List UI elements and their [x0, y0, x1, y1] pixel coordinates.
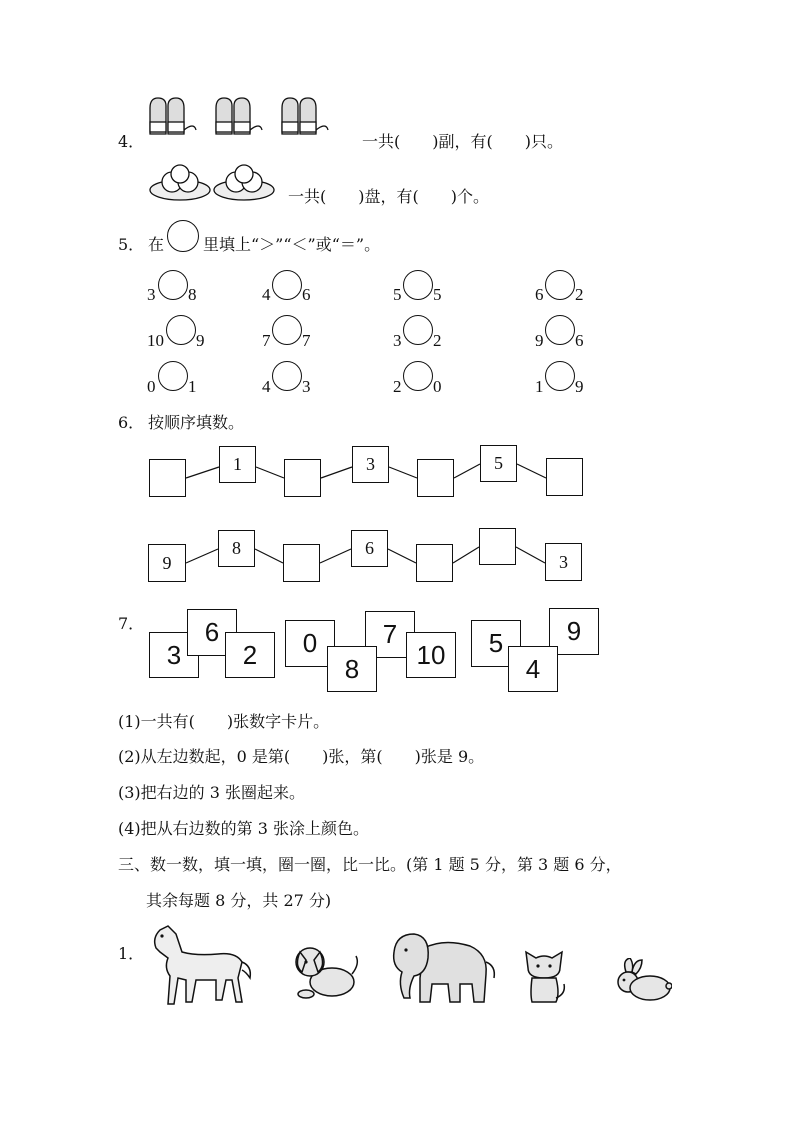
compare-circle[interactable]	[403, 361, 433, 391]
number-card[interactable]: 9	[549, 608, 599, 655]
sequence-box[interactable]	[416, 544, 453, 582]
mittens-icon	[146, 94, 346, 142]
peach-plate-icon	[148, 160, 278, 204]
compare-left: 1	[535, 377, 544, 396]
number-card[interactable]: 8	[327, 646, 377, 692]
compare-circle[interactable]	[545, 361, 575, 391]
q7-number: 7．	[118, 614, 145, 633]
q7-sub2: (2)从左边数起，0 是第( )张，第( )张是 9。	[118, 747, 485, 766]
instruction-circle	[167, 220, 199, 252]
q4-line1: 一共( )副，有( )只。	[362, 132, 563, 151]
sequence-box[interactable]	[417, 459, 454, 497]
compare-circle[interactable]	[166, 315, 196, 345]
q7-sub1: (1)一共有( )张数字卡片。	[118, 712, 330, 731]
sequence-box[interactable]: 8	[218, 530, 255, 567]
compare-circle[interactable]	[272, 361, 302, 391]
sequence-box[interactable]: 9	[148, 544, 186, 582]
compare-right: 5	[433, 285, 442, 304]
sequence-box[interactable]: 1	[219, 446, 256, 483]
number-card[interactable]: 0	[285, 620, 335, 667]
sequence-box[interactable]: 6	[351, 530, 388, 567]
compare-left: 3	[147, 285, 156, 304]
rabbit-icon	[612, 958, 672, 1002]
compare-right: 9	[196, 331, 205, 350]
compare-circle[interactable]	[403, 270, 433, 300]
compare-right: 6	[302, 285, 311, 304]
q5-instr-post: 里填上“＞”“＜”或“＝”。	[203, 235, 381, 254]
number-card[interactable]: 4	[508, 646, 558, 692]
compare-circle[interactable]	[403, 315, 433, 345]
horse-icon	[146, 922, 256, 1010]
number-card[interactable]: 2	[225, 632, 275, 678]
q6-number: 6．	[118, 413, 145, 432]
compare-left: 0	[147, 377, 156, 396]
compare-left: 9	[535, 331, 544, 350]
section3-title-cont: 其余每题 8 分，共 27 分)	[146, 891, 332, 910]
compare-left: 6	[535, 285, 544, 304]
compare-right: 2	[433, 331, 442, 350]
compare-left: 2	[393, 377, 402, 396]
compare-circle[interactable]	[272, 315, 302, 345]
compare-circle[interactable]	[272, 270, 302, 300]
compare-right: 8	[188, 285, 197, 304]
sequence-box[interactable]: 3	[352, 446, 389, 483]
compare-circle[interactable]	[158, 361, 188, 391]
number-card[interactable]: 6	[187, 609, 237, 656]
compare-left: 4	[262, 377, 271, 396]
q7-sub3: (3)把右边的 3 张圈起来。	[118, 783, 306, 802]
sequence-box[interactable]	[283, 544, 320, 582]
q1-number: 1．	[118, 944, 145, 963]
compare-left: 5	[393, 285, 402, 304]
compare-right: 9	[575, 377, 584, 396]
sequence-box[interactable]	[284, 459, 321, 497]
compare-right: 7	[302, 331, 311, 350]
number-card[interactable]: 10	[406, 632, 456, 678]
compare-circle[interactable]	[545, 315, 575, 345]
compare-right: 3	[302, 377, 311, 396]
compare-circle[interactable]	[545, 270, 575, 300]
compare-right: 6	[575, 331, 584, 350]
compare-right: 0	[433, 377, 442, 396]
q7-sub4: (4)把从右边数的第 3 张涂上颜色。	[118, 819, 370, 838]
compare-left: 7	[262, 331, 271, 350]
sequence-box[interactable]: 3	[545, 543, 582, 581]
number-card[interactable]: 5	[471, 620, 521, 667]
sequence-box[interactable]	[546, 458, 583, 496]
q5-number: 5．	[118, 235, 145, 254]
elephant-icon	[384, 928, 500, 1006]
q5-instr-pre: 在	[148, 235, 165, 254]
compare-left: 3	[393, 331, 402, 350]
q4-line2: 一共( )盘，有( )个。	[288, 187, 489, 206]
q4-number: 4．	[118, 132, 145, 151]
compare-right: 2	[575, 285, 584, 304]
compare-circle[interactable]	[158, 270, 188, 300]
compare-left: 4	[262, 285, 271, 304]
dog-icon	[292, 940, 362, 1002]
compare-right: 1	[188, 377, 197, 396]
compare-left: 10	[147, 331, 164, 350]
sequence-box[interactable]	[149, 459, 186, 497]
section3-title: 三、数一数，填一填，圈一圈，比一比。(第 1 题 5 分，第 3 题 6 分，	[118, 855, 622, 874]
number-card[interactable]: 7	[365, 611, 415, 658]
cat-icon	[522, 948, 568, 1006]
sequence-box[interactable]: 5	[480, 445, 517, 482]
sequence-box[interactable]	[479, 528, 516, 565]
number-card[interactable]: 3	[149, 632, 199, 678]
q6-instruction: 按顺序填数。	[148, 413, 245, 432]
